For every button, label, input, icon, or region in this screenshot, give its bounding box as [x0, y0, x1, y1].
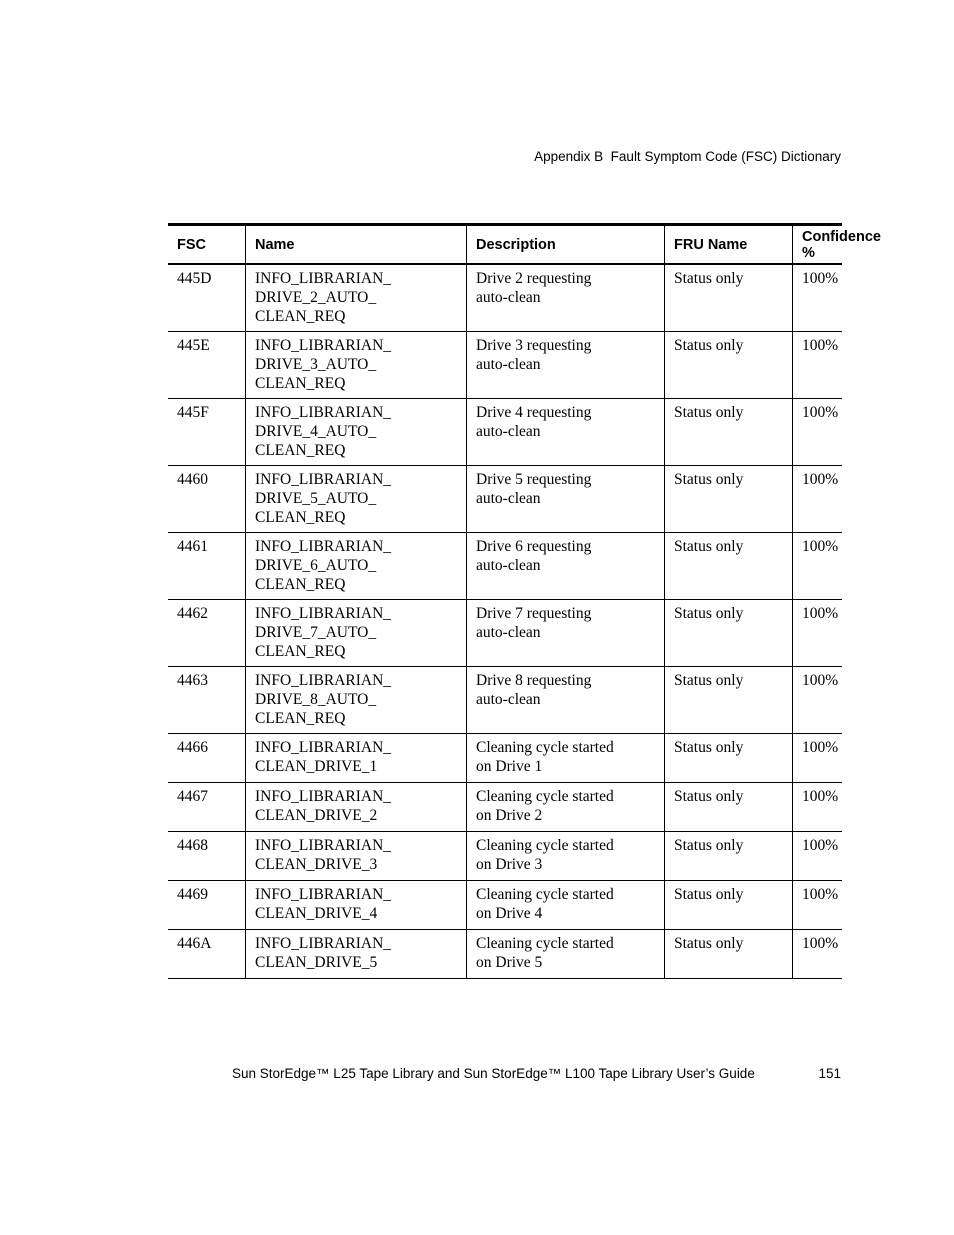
- cell-name-line: CLEAN_DRIVE_1: [255, 757, 378, 775]
- table-row: [168, 880, 842, 929]
- cell-name-line: DRIVE_5_AUTO_: [255, 489, 377, 507]
- cell-name: [246, 666, 467, 733]
- cell-confidence-line: 100%: [802, 836, 839, 854]
- cell-description-line: Drive 2 requesting: [476, 270, 592, 287]
- cell-confidence-line: 100%: [802, 934, 839, 952]
- cell-name-line: INFO_LIBRARIAN_: [255, 885, 392, 903]
- cell-fru-name: [665, 782, 793, 831]
- cell-description-line: Cleaning cycle started: [476, 836, 614, 854]
- cell-fru-name: [665, 666, 793, 733]
- cell-confidence-line: 100%: [802, 537, 839, 555]
- cell-description-line: Drive 4 requesting: [476, 403, 592, 421]
- cell-name-line: INFO_LIBRARIAN_: [255, 787, 392, 805]
- cell-description-line: Drive 3 requesting: [476, 336, 592, 354]
- header-row: [168, 225, 842, 265]
- cell-name-line: DRIVE_3_AUTO_: [255, 355, 377, 373]
- cell-name: [246, 831, 467, 880]
- cell-name-line: INFO_LIBRARIAN_: [255, 470, 392, 488]
- cell-confidence: [793, 666, 843, 733]
- cell-fru-name-line: Status only: [674, 604, 744, 622]
- cell-confidence-line: 100%: [802, 738, 839, 756]
- cell-fru-name-line: Status only: [674, 270, 744, 287]
- cell-description: [467, 465, 665, 532]
- cell-fsc: [168, 831, 246, 880]
- cell-name-line: DRIVE_7_AUTO_: [255, 623, 377, 641]
- cell-fru-name: [665, 733, 793, 782]
- cell-name-line: DRIVE_4_AUTO_: [255, 422, 377, 440]
- cell-fru-name: [665, 929, 793, 978]
- cell-fsc-line: 4468: [177, 836, 208, 854]
- cell-fsc-line: 4460: [177, 470, 208, 488]
- cell-fru-name-line: Status only: [674, 403, 744, 421]
- cell-description-line: on Drive 3: [476, 855, 543, 873]
- cell-name-line: INFO_LIBRARIAN_: [255, 836, 392, 854]
- cell-description: [467, 331, 665, 398]
- cell-fru-name: [665, 880, 793, 929]
- cell-fsc: [168, 465, 246, 532]
- column-header-fsc: FSC: [177, 236, 206, 253]
- page-number: 151: [818, 1066, 841, 1081]
- cell-name-line: CLEAN_REQ: [255, 709, 346, 727]
- cell-name: [246, 465, 467, 532]
- cell-name-line: CLEAN_REQ: [255, 642, 346, 660]
- cell-fru-name-line: Status only: [674, 934, 744, 952]
- cell-fsc: [168, 733, 246, 782]
- cell-name-line: CLEAN_DRIVE_5: [255, 953, 378, 971]
- cell-fsc-line: 4461: [177, 537, 208, 555]
- cell-name: [246, 929, 467, 978]
- table-row: [168, 465, 842, 532]
- cell-name-line: CLEAN_DRIVE_4: [255, 904, 378, 922]
- cell-fru-name-line: Status only: [674, 537, 744, 555]
- cell-confidence: [793, 264, 843, 331]
- table-row: [168, 782, 842, 831]
- cell-confidence: [793, 880, 843, 929]
- table-row: [168, 733, 842, 782]
- cell-confidence: [793, 929, 843, 978]
- cell-description: [467, 831, 665, 880]
- cell-confidence: [793, 465, 843, 532]
- cell-name-line: INFO_LIBRARIAN_: [255, 537, 392, 555]
- cell-fsc: [168, 666, 246, 733]
- cell-fsc-line: 445E: [177, 336, 210, 354]
- cell-fsc: [168, 264, 246, 331]
- cell-confidence-line: 100%: [802, 403, 839, 421]
- cell-name-line: CLEAN_REQ: [255, 374, 346, 392]
- running-header: Appendix B Fault Symptom Code (FSC) Dictionary: [534, 149, 841, 164]
- cell-description-line: on Drive 1: [476, 757, 543, 775]
- cell-name-line: INFO_LIBRARIAN_: [255, 604, 392, 622]
- cell-description-line: auto-clean: [476, 556, 541, 574]
- cell-fsc: [168, 880, 246, 929]
- cell-name: [246, 264, 467, 331]
- cell-name-line: DRIVE_2_AUTO_: [255, 289, 377, 306]
- cell-description-line: auto-clean: [476, 690, 541, 708]
- cell-fsc: [168, 532, 246, 599]
- cell-fsc-line: 4469: [177, 885, 208, 903]
- column-header-name: Name: [246, 225, 467, 265]
- table-row: [168, 264, 842, 331]
- cell-name-line: INFO_LIBRARIAN_: [255, 403, 392, 421]
- cell-fsc: [168, 782, 246, 831]
- table-header: [168, 225, 881, 265]
- cell-description: [467, 733, 665, 782]
- cell-fru-name-line: Status only: [674, 787, 744, 805]
- cell-fsc-line: 4466: [177, 738, 208, 756]
- cell-fsc: [168, 929, 246, 978]
- table-body: [168, 264, 842, 978]
- cell-name-line: INFO_LIBRARIAN_: [255, 934, 392, 952]
- cell-fru-name: [665, 532, 793, 599]
- cell-name: [246, 733, 467, 782]
- table-row: [168, 831, 842, 880]
- cell-description-line: on Drive 5: [476, 953, 543, 971]
- cell-description: [467, 264, 665, 331]
- cell-fru-name-line: Status only: [674, 738, 744, 756]
- column-header-description: Description: [467, 225, 665, 265]
- cell-confidence-line: 100%: [802, 270, 839, 287]
- cell-fru-name: [665, 831, 793, 880]
- table-row: [168, 929, 842, 978]
- cell-confidence: [793, 782, 843, 831]
- cell-fru-name: [665, 264, 793, 331]
- cell-description: [467, 929, 665, 978]
- cell-name-line: INFO_LIBRARIAN_: [255, 336, 392, 354]
- cell-name: [246, 782, 467, 831]
- cell-fsc: [168, 599, 246, 666]
- table-row: [168, 599, 842, 666]
- cell-name: [246, 398, 467, 465]
- cell-name-line: DRIVE_6_AUTO_: [255, 556, 377, 574]
- fsc-table: [168, 223, 881, 979]
- cell-description-line: Cleaning cycle started: [476, 787, 614, 805]
- cell-confidence-line: 100%: [802, 470, 839, 488]
- cell-fru-name: [665, 465, 793, 532]
- cell-fsc-line: 446A: [177, 934, 212, 952]
- cell-description-line: auto-clean: [476, 355, 541, 373]
- cell-confidence: [793, 398, 843, 465]
- cell-description-line: Drive 8 requesting: [476, 671, 592, 689]
- cell-description: [467, 782, 665, 831]
- cell-name-line: CLEAN_REQ: [255, 308, 346, 325]
- column-header-fru-name: FRU Name: [665, 225, 793, 265]
- cell-name-line: INFO_LIBRARIAN_: [255, 738, 392, 756]
- cell-fru-name-line: Status only: [674, 836, 744, 854]
- cell-fru-name: [665, 331, 793, 398]
- cell-fsc: [168, 331, 246, 398]
- cell-confidence-line: 100%: [802, 604, 839, 622]
- cell-description: [467, 599, 665, 666]
- cell-fsc-line: 4463: [177, 671, 208, 689]
- cell-fru-name: [665, 398, 793, 465]
- cell-description-line: Cleaning cycle started: [476, 738, 614, 756]
- cell-name-line: INFO_LIBRARIAN_: [255, 270, 392, 287]
- cell-name-line: CLEAN_REQ: [255, 441, 346, 459]
- cell-fsc-line: 4462: [177, 604, 208, 622]
- cell-fsc-line: 445D: [177, 270, 212, 287]
- cell-description-line: auto-clean: [476, 289, 541, 306]
- cell-confidence-line: 100%: [802, 787, 839, 805]
- cell-confidence: [793, 532, 843, 599]
- cell-name-line: DRIVE_8_AUTO_: [255, 690, 377, 708]
- cell-name-line: CLEAN_DRIVE_3: [255, 855, 378, 873]
- cell-description-line: on Drive 4: [476, 904, 543, 922]
- cell-fsc-line: 445F: [177, 403, 209, 421]
- table-row: [168, 398, 842, 465]
- cell-confidence-line: 100%: [802, 671, 839, 689]
- cell-fru-name-line: Status only: [674, 470, 744, 488]
- cell-confidence: [793, 599, 843, 666]
- cell-name-line: CLEAN_DRIVE_2: [255, 806, 378, 824]
- cell-description-line: auto-clean: [476, 623, 541, 641]
- cell-description-line: Drive 6 requesting: [476, 537, 592, 555]
- cell-name: [246, 880, 467, 929]
- cell-confidence-line: 100%: [802, 885, 839, 903]
- column-header-confidence: Confidence %: [793, 225, 843, 265]
- cell-description-line: Cleaning cycle started: [476, 885, 614, 903]
- cell-confidence: [793, 733, 843, 782]
- fsc-table-container: [168, 223, 881, 979]
- cell-fsc: [168, 398, 246, 465]
- cell-fru-name: [665, 599, 793, 666]
- cell-fru-name-line: Status only: [674, 336, 744, 354]
- cell-name-line: INFO_LIBRARIAN_: [255, 671, 392, 689]
- cell-confidence: [793, 331, 843, 398]
- cell-description-line: Drive 5 requesting: [476, 470, 592, 488]
- cell-fsc-line: 4467: [177, 787, 208, 805]
- cell-description-line: Cleaning cycle started: [476, 934, 614, 952]
- cell-name: [246, 599, 467, 666]
- cell-description-line: auto-clean: [476, 489, 541, 507]
- cell-description: [467, 532, 665, 599]
- cell-description-line: Drive 7 requesting: [476, 604, 592, 622]
- cell-fru-name-line: Status only: [674, 671, 744, 689]
- cell-description: [467, 398, 665, 465]
- cell-description: [467, 666, 665, 733]
- cell-description: [467, 880, 665, 929]
- cell-name: [246, 532, 467, 599]
- cell-fru-name-line: Status only: [674, 885, 744, 903]
- cell-name: [246, 331, 467, 398]
- cell-name-line: CLEAN_REQ: [255, 508, 346, 526]
- table-row: [168, 532, 842, 599]
- table-row: [168, 331, 842, 398]
- cell-confidence: [793, 831, 843, 880]
- cell-name-line: CLEAN_REQ: [255, 575, 346, 593]
- cell-confidence-line: 100%: [802, 336, 839, 354]
- cell-description-line: auto-clean: [476, 422, 541, 440]
- table-row: [168, 666, 842, 733]
- footer-title: Sun StorEdge™ L25 Tape Library and Sun StorEdge™ L100 Tape Library User’s Guide: [232, 1066, 755, 1081]
- cell-description-line: on Drive 2: [476, 806, 543, 824]
